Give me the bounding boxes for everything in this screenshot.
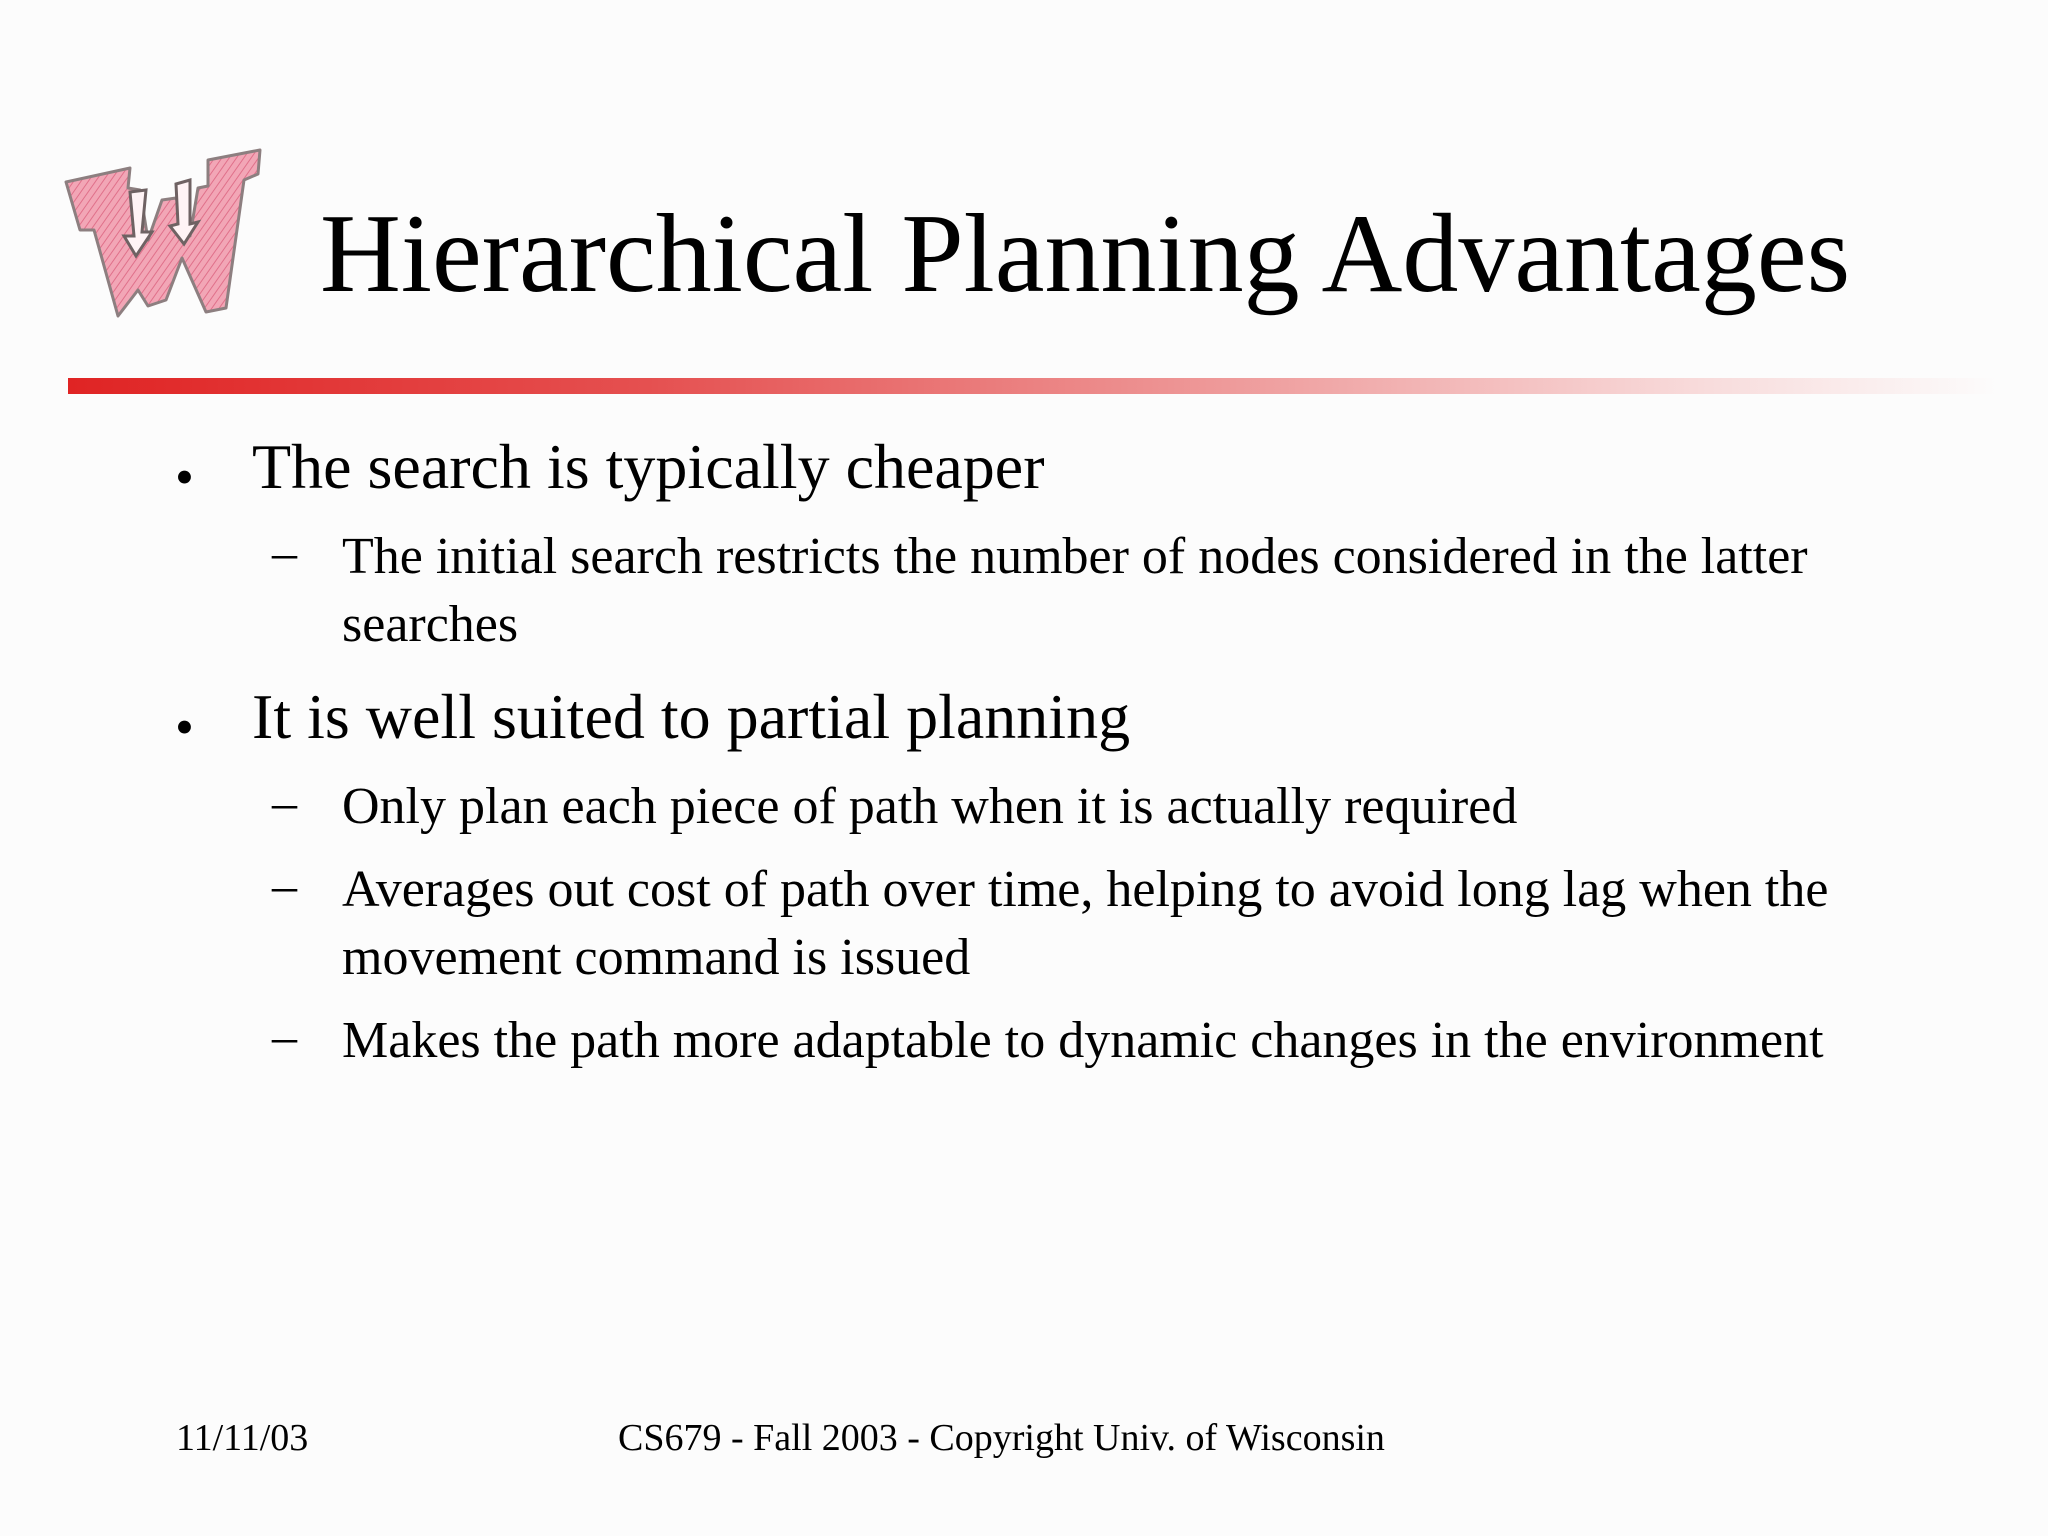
- title-divider: [68, 378, 1998, 394]
- sub-bullet-marker: –: [272, 1008, 297, 1064]
- sub-bullet-text: Only plan each piece of path when it is actually required: [342, 778, 1518, 835]
- footer-copyright: CS679 - Fall 2003 - Copyright Univ. of Wisconsin: [618, 1417, 1385, 1459]
- sub-bullet-text: Averages out cost of path over time, helping to avoid long lag when the movement command is issued: [342, 861, 1829, 986]
- bullet-text: It is well suited to partial planning: [252, 681, 1131, 752]
- bullet-marker: •: [175, 447, 194, 507]
- sub-bullet-text: The initial search restricts the number of nodes considered in the latter searches: [342, 528, 1808, 653]
- sub-bullet-marker: –: [272, 774, 297, 830]
- sub-bullet-marker: –: [272, 524, 297, 580]
- slide-title: Hierarchical Planning Advantages: [320, 192, 1851, 316]
- bullet-marker: •: [175, 697, 194, 757]
- wisconsin-w-logo-icon: [58, 140, 268, 350]
- sub-bullet-text: Makes the path more adaptable to dynamic changes in the environment: [342, 1012, 1824, 1069]
- sub-bullet-marker: –: [272, 857, 297, 913]
- footer-date: 11/11/03: [176, 1417, 309, 1459]
- bullet-text: The search is typically cheaper: [252, 431, 1045, 502]
